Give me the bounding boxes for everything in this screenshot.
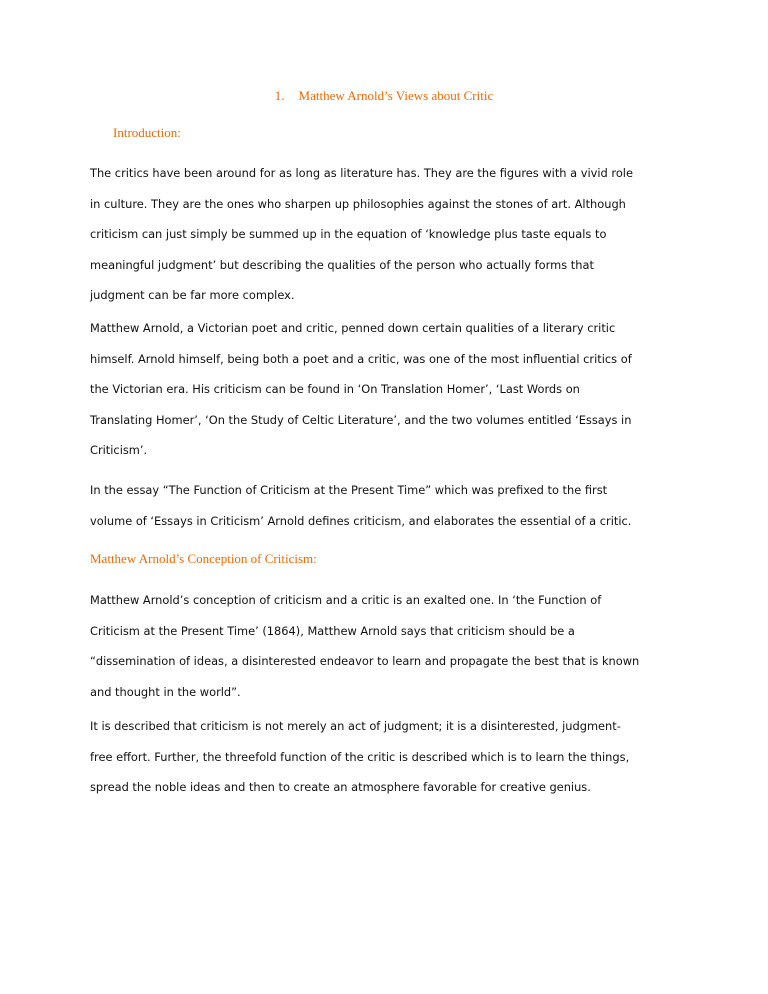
paragraph-conception <box>90 585 690 707</box>
paragraph-line: himself. Arnold himself, being both a poet and a critic, was one of the most influential critics of <box>90 351 632 366</box>
heading-number: 1. <box>274 88 285 103</box>
paragraph-line: It is described that criticism is not merely an act of judgment; it is a disinterested, judgment- <box>90 719 621 733</box>
paragraph-line: in culture. They are the ones who sharpen up philosophies against the stones of art. Although <box>90 196 626 211</box>
paragraph-line: “dissemination of ideas, a disinterested endeavor to learn and propagate the best that is known <box>90 654 640 668</box>
paragraph-function-essay <box>90 475 690 536</box>
paragraph-line: In the essay “The Function of Criticism at the Present Time” which was prefixed to the first <box>90 483 608 497</box>
paragraph-line: Matthew Arnold, a Victorian poet and critic, penned down certain qualities of a literary critic <box>90 321 616 335</box>
paragraph-threefold-function <box>90 711 690 803</box>
paragraph-line: the Victorian era. His criticism can be found in ‘On Translation Homer’, ‘Last Words on <box>90 382 580 396</box>
paragraph-line: judgment can be far more complex. <box>90 288 295 302</box>
paragraph-critics-intro <box>90 158 690 311</box>
paragraph-arnold-qualities <box>90 313 690 466</box>
paragraph-line: volume of ‘Essays in Criticism’ Arnold defines criticism, and elaborates the essential of a critic. <box>90 513 632 528</box>
paragraph-line: and thought in the world”. <box>90 684 241 699</box>
paragraph-line: free effort. Further, the threefold function of the critic is described which is to learn the things, <box>90 749 630 764</box>
paragraph-line: Criticism at the Present Time’ (1864), Matthew Arnold says that criticism should be a <box>90 623 575 638</box>
paragraph-line: Translating Homer’, ‘On the Study of Celtic Literature’, and the two volumes entitled ‘Essays in <box>90 412 632 427</box>
paragraph-line: Criticism’. <box>90 443 148 457</box>
paragraph-line: spread the noble ideas and then to create an atmosphere favorable for creative genius. <box>90 780 591 794</box>
heading-text: Matthew Arnold’s Views about Critic <box>298 88 494 103</box>
paragraph-line: The critics have been around for as long as literature has. They are the figures with a vivid role <box>90 166 633 180</box>
paragraph-line: criticism can just simply be summed up in the equation of ‘knowledge plus taste equals to <box>90 227 607 241</box>
paragraph-line: meaningful judgment’ but describing the qualities of the person who actually forms that <box>90 257 594 272</box>
introduction-label: Introduction: <box>113 125 181 140</box>
paragraph-line: Matthew Arnold’s conception of criticism and a critic is an exalted one. In ‘the Function of <box>90 593 602 607</box>
section-heading: Matthew Arnold’s Conception of Criticism: <box>90 551 317 566</box>
page-title <box>0 88 768 104</box>
